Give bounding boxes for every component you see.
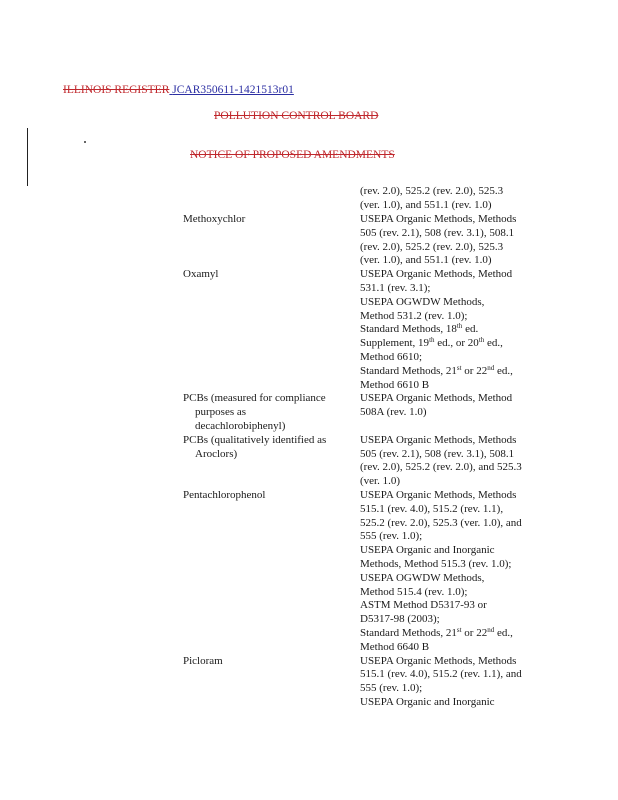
- continued-line: (ver. 1.0), and 551.1 (rev. 1.0): [360, 198, 492, 211]
- methods-cell: [360, 489, 590, 655]
- contaminant-cell: [183, 655, 353, 669]
- method-line: 555 (rev. 1.0);: [360, 682, 423, 695]
- method-line: USEPA OGWDW Methods,: [360, 295, 485, 308]
- contaminant-name: PCBs (qualitatively identified as: [183, 433, 327, 446]
- method-line: USEPA OGWDW Methods,: [360, 571, 485, 584]
- table-row-methoxychlor: [0, 213, 618, 268]
- contaminant-name-cont: Aroclors): [195, 447, 238, 460]
- method-line: 505 (rev. 2.1), 508 (rev. 3.1), 508.1: [360, 226, 515, 239]
- method-line: USEPA Organic and Inorganic: [360, 544, 495, 557]
- continued-line: (rev. 2.0), 525.2 (rev. 2.0), 525.3: [360, 185, 504, 197]
- method-line: Method 515.4 (rev. 1.0);: [360, 585, 468, 598]
- method-line: (ver. 1.0): [360, 475, 401, 488]
- method-line: 515.1 (rev. 4.0), 515.2 (rev. 1.1), and: [360, 668, 522, 681]
- board-title: POLLUTION CONTROL BOARD: [214, 110, 379, 122]
- table-row-pcbs-decachlorobiphenyl: [0, 392, 618, 433]
- change-bar: [27, 128, 28, 186]
- contaminant-cell: [183, 268, 353, 282]
- continued-methods: [360, 185, 580, 213]
- method-line: 505 (rev. 2.1), 508 (rev. 3.1), 508.1: [360, 447, 515, 460]
- contaminant-cell: [183, 489, 353, 503]
- contaminant-name-cont: purposes as: [195, 406, 247, 419]
- method-line: USEPA Organic Methods, Methods: [360, 488, 517, 501]
- method-line: USEPA Organic and Inorganic: [360, 695, 495, 708]
- methods-cell: [360, 392, 590, 433]
- method-line: 555 (rev. 1.0);: [360, 530, 423, 543]
- methods-cell: [360, 213, 590, 268]
- method-line-sup: Standard Methods, 21st or 22nd ed.,: [360, 625, 513, 639]
- register-id-inserted: [169, 84, 293, 96]
- register-header: [63, 83, 294, 97]
- contaminant-cell: [183, 392, 353, 433]
- analytical-methods-table: [0, 213, 618, 710]
- register-id-text: JCAR350611-1421513r01: [172, 84, 294, 96]
- method-line: 508A (rev. 1.0): [360, 406, 427, 419]
- scan-speck: [84, 141, 86, 143]
- method-line-sup: Standard Methods, 18th ed.: [360, 322, 479, 336]
- method-line-sup: Supplement, 19th ed., or 20th ed.,: [360, 336, 503, 350]
- method-line: Method 531.2 (rev. 1.0);: [360, 309, 468, 322]
- method-line: Method 6610 B: [360, 378, 430, 391]
- method-line: (ver. 1.0), and 551.1 (rev. 1.0): [360, 254, 492, 267]
- method-line: USEPA Organic Methods, Methods: [360, 654, 517, 667]
- methods-cell: [360, 655, 590, 710]
- method-line-sup: Standard Methods, 21st or 22nd ed.,: [360, 363, 513, 377]
- method-line: D5317-98 (2003);: [360, 613, 440, 626]
- table-row-oxamyl: [0, 268, 618, 392]
- method-spacer: [360, 420, 590, 434]
- table-row-picloram: [0, 655, 618, 710]
- method-line: USEPA Organic Methods, Methods: [360, 213, 517, 225]
- contaminant-name: Pentachlorophenol: [183, 488, 266, 501]
- contaminant-name: Oxamyl: [183, 268, 219, 281]
- method-line: Methods, Method 515.3 (rev. 1.0);: [360, 557, 512, 570]
- methods-cell: [360, 268, 590, 392]
- method-line: Method 6640 B: [360, 640, 430, 653]
- notice-title: NOTICE OF PROPOSED AMENDMENTS: [190, 149, 395, 161]
- method-line: 525.2 (rev. 2.0), 525.3 (ver. 1.0), and: [360, 516, 522, 529]
- contaminant-cell: [183, 213, 353, 227]
- method-line: (rev. 2.0), 525.2 (rev. 2.0), and 525.3: [360, 461, 522, 474]
- method-line: Method 6610;: [360, 350, 423, 363]
- method-line: USEPA Organic Methods, Method: [360, 392, 513, 405]
- method-line: 531.1 (rev. 3.1);: [360, 281, 431, 294]
- register-title-deleted: ILLINOIS REGISTER: [63, 84, 170, 96]
- contaminant-name: Picloram: [183, 654, 223, 667]
- method-line: 515.1 (rev. 4.0), 515.2 (rev. 1.1),: [360, 502, 504, 515]
- contaminant-name-cont: decachlorobiphenyl): [195, 419, 286, 432]
- method-line: ASTM Method D5317-93 or: [360, 599, 487, 612]
- contaminant-cell: [183, 434, 353, 462]
- methods-cell: [360, 434, 590, 489]
- contaminant-name: PCBs (measured for compliance: [183, 392, 326, 405]
- method-line: (rev. 2.0), 525.2 (rev. 2.0), 525.3: [360, 240, 504, 253]
- table-row-pentachlorophenol: [0, 489, 618, 655]
- contaminant-name: Methoxychlor: [183, 213, 246, 225]
- method-line: USEPA Organic Methods, Methods: [360, 433, 517, 446]
- table-row-pcbs-aroclors: [0, 434, 618, 489]
- method-line: USEPA Organic Methods, Method: [360, 268, 513, 281]
